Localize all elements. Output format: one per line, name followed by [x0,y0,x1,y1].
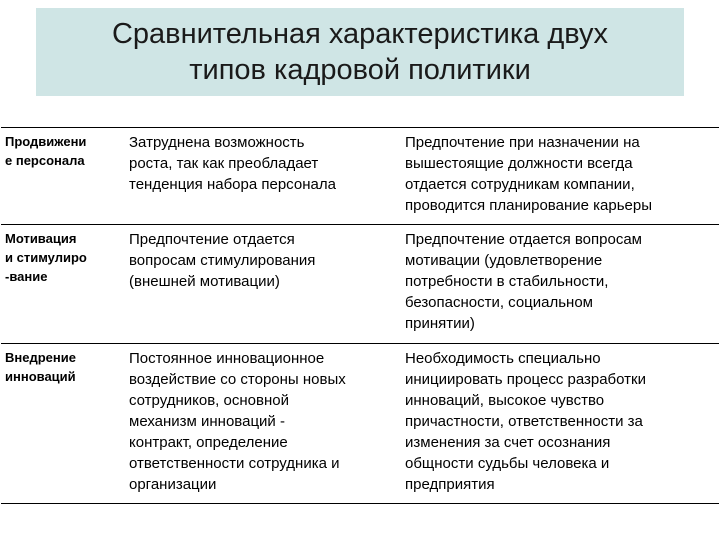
cell-text-line: безопасности, социальном [405,294,593,311]
cell-text-line: инициировать процесс разработки [405,371,646,388]
external-policy-cell [125,128,401,225]
row-label-cell [1,128,125,225]
cell-text-line: потребности в стабильности, [405,273,609,290]
row-label-line: и стимулиро [5,250,87,265]
cell-text-line: контракт, определение [129,434,288,451]
table-row-motivation [1,225,719,344]
row-label-cell [1,344,125,504]
row-label-line: Мотивация [5,231,77,246]
external-policy-cell [125,225,401,344]
cell-text-line: организации [129,476,217,493]
cell-text-line: сотрудников, основной [129,392,289,409]
row-label-line: -вание [5,269,48,284]
cell-text-line: роста, так как преобладает [129,155,319,172]
cell-text-line: Затруднена возможность [129,134,305,151]
cell-text-line: общности судьбы человека и [405,455,610,472]
external-policy-cell [125,344,401,504]
internal-policy-cell [401,344,719,504]
row-label-cell [1,225,125,344]
cell-text-line: вышестоящие должности всегда [405,155,633,172]
cell-text-line: инноваций, высокое чувство [405,392,605,409]
cell-text-line: тенденция набора персонала [129,176,336,193]
cell-text-line: Предпочтение при назначении на [405,134,640,151]
slide-title [36,8,684,96]
cell-text-line: отдается сотрудникам компании, [405,176,635,193]
cell-text-line: воздействие со стороны новых [129,371,346,388]
cell-text-line: (внешней мотивации) [129,273,280,290]
cell-text-line: Предпочтение отдается вопросам [405,231,642,248]
row-label-line: Внедрение [5,350,76,365]
row-label-line: е персонала [5,153,85,168]
table-row-innovation [1,344,719,504]
cell-text-line: механизм инноваций - [129,413,285,430]
slide-title-line-1: Сравнительная характеристика двух [111,18,609,50]
cell-text-line: мотивации (удовлетворение [405,252,603,269]
table-row-promotion [1,128,719,225]
cell-text-line: предприятия [405,476,495,493]
row-label-line: инноваций [5,369,76,384]
cell-text-line: Необходимость специально [405,350,601,367]
row-label-line: Продвижени [5,134,87,149]
cell-text-line: Предпочтение отдается [129,231,295,248]
cell-text-line: принятии) [405,315,475,332]
comparison-table [1,127,719,504]
internal-policy-cell [401,225,719,344]
cell-text-line: проводится планирование карьеры [405,197,652,214]
internal-policy-cell [401,128,719,225]
cell-text-line: причастности, ответственности за [405,413,643,430]
cell-text-line: Постоянное инновационное [129,350,325,367]
cell-text-line: вопросам стимулирования [129,252,316,269]
cell-text-line: изменения за счет осознания [405,434,611,451]
cell-text-line: ответственности сотрудника и [129,455,340,472]
slide-title-line-2: типов кадровой политики [189,54,531,86]
